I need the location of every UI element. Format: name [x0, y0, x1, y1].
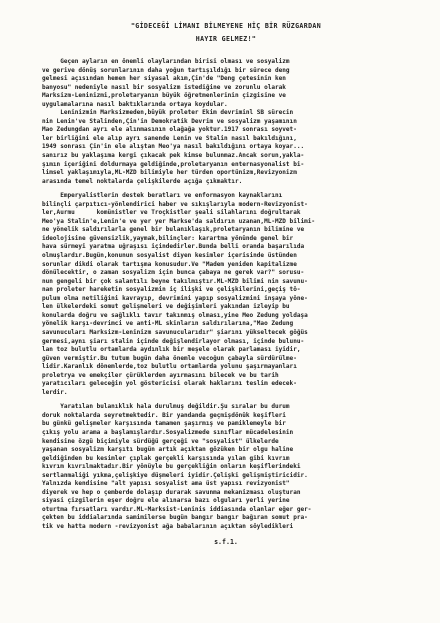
- document-body: [42, 58, 410, 532]
- text-line: yaratıcıları geleceğin yol göstericisi olarak haklarını teslim edecek-: [42, 380, 297, 388]
- text-line: siyasi çizgilerin eşer doğru ele alınarsa bazı olguları yerli yerine: [42, 497, 290, 505]
- text-line: şımın içeriğini doldurmaya geldiğinde,proletaryanın enternasyonalist bi-: [42, 160, 305, 168]
- text-line: bilinçli çarpıtıcı-yönlendirici haber ve sıkışlarıyla modern-Revizyonist-: [42, 200, 308, 208]
- text-line: len ülkelerdeki somut gelişmeleri ve değişimleri yakından izleyip bu: [42, 303, 290, 311]
- text-line: Yaratılan bulanıklık hala durulmuş değildir.Şu sıralar bu durum: [42, 403, 290, 411]
- text-line: ler birliğini ele alıp ayrı sanende Lenin ve Stalin nasıl bakıldığını,: [42, 134, 297, 142]
- text-line: yaşanan sosyalizm karşıtı bugün artık açıktan gözüken bir olgu haline: [42, 446, 294, 454]
- text-line: hava sürmeyi yaratma uğraşısı içindedirler.Bunda belli oranda başarılıda: [42, 243, 305, 251]
- text-line: diyerek ve hep o çemberde dolaşıp durarak savunma mekanizması oluşturan: [42, 488, 301, 496]
- text-line: lerdir.: [42, 388, 68, 396]
- text-line: Yalnızda kendisine "alt yapısı sosyalist ama üst yapısı revizyonist": [42, 480, 290, 488]
- text-line: bu günkü gelişmeler karşısında tamamen şaşırmış ve pamiklemeyle bir: [42, 420, 286, 428]
- text-line: uygulamalarına nasıl baktıklarında ortaya koydular.: [42, 100, 228, 108]
- text-line: pulum olma netiliğini kavrayıp, devrimini yapıp sosyalizmini inşaya yöne-: [42, 294, 308, 302]
- text-line: nan proleter hareketin sosyalizmin iç ilişki ve çelişkilerini,geçiş tö-: [42, 286, 301, 294]
- text-line: çıkış yolu arama a başlamışlardır.Sosyalizmede sınıflar mücadelesinin: [42, 428, 294, 436]
- text-line: limsel yaklaşımıyla,ML-MZD bilimiyle her türden oportünizm,Revizyonizm: [42, 169, 297, 177]
- text-line: germesi,aynı şiarı stalin içinde değişlendirlayor olması, içinde bulunu-: [42, 337, 305, 345]
- text-line: ve gerive dönüş sorunlarının daha yoğun tartışıldığı bir sürece deng: [42, 66, 290, 74]
- text-line: Marksizm-Leninizmi,proletaryanın büyük öğretmenlerinin çizgisine ve: [42, 92, 286, 100]
- page-number: s.f.1.: [214, 537, 238, 546]
- text-line: Mao Zedungdan ayrı ele alınmasının olağağa yoktur.1917 sonrası soyvet-: [42, 126, 297, 134]
- text-line: Geçen ayların en önemli olaylarından birisi olması ve sosyalizm: [42, 58, 290, 65]
- text-line: yönelik karşı-devrimci ve anti-ML skinların saldırılarına,"Mao Zedung: [42, 320, 294, 328]
- text-line: sorunlar dikdi olarak tartışma konusudur.Ve "Madem yeniden kapitalizme: [42, 260, 297, 268]
- text-line: savunucuları Marksizm-Leninizm savunucularıdır" şiarını yükseltecek göğüs: [42, 328, 308, 336]
- text-line: oturtma fırsatları vardır.ML-Marksist-Leninis iddiasında olanlar eğer ger-: [42, 505, 312, 513]
- text-line: nun gengeli bir çok salantılı beyne takılmıştır.ML-MZD bilimi nin savunu-: [42, 277, 308, 285]
- text-line: Meo'ya Stalin'e,Lenin'e ve yer yer Markse'da saldırın uzanan,ML-MZD bilimi-: [42, 217, 316, 225]
- text-line: lan toz bulutlu ortamlarda aydınlık bir meşele olarak parlaması iyidir,: [42, 346, 301, 354]
- text-line: ideolojisine güvensizlik,yaymak,bilinçler: karartma yönünde genel bir: [42, 234, 294, 242]
- text-line: güven vermiştir.Bu tutum bugün daha önemle vecoğun çabayla sürdürülme-: [42, 354, 297, 362]
- text-line: doruk noktalarda seyretmektedir. Bir yandanda geçmişdönük keşifleri: [42, 411, 286, 419]
- text-line: banyosu" nedeniyle nasıl bir sosyalizm istediğine ve zorunlu olarak: [42, 83, 286, 91]
- text-line: tik ve hatta modern -revizyonist ağa babalarının açıktan söyledikleri: [42, 522, 294, 530]
- text-line: Leninizmin Marksizmeden,büyük proleter Ekim devriminl SB sürecin: [42, 109, 294, 117]
- document-title-line-2: HAYIR GELMEZ!": [195, 35, 257, 43]
- text-line: geldiğinden bu kesimler çıplak gerçekli karşısında yılan gibi kıvrım: [42, 454, 290, 462]
- text-line: arasında temel noktalarda çelişkilerde açığa çıkmaktır.: [42, 177, 243, 185]
- text-line: olmuşlardır.Bugün,konunun sosyalist diyen kesimler içerisinde üstünden: [42, 252, 297, 260]
- paragraph: [42, 403, 410, 531]
- text-line: konularda doğru ve sağlıklı tavır takınmış olması,yine Meo Zedung yoldaşa: [42, 311, 308, 319]
- text-line: dönülecektir, o zaman sosyalizm için bunca çabaya ne gerek var?" sorusu-: [42, 269, 305, 277]
- paragraph: [42, 192, 410, 397]
- paragraph: [42, 58, 410, 186]
- text-line: 1949 sonrası Çin'in ele alıştan Meo'ya nasıl bakıldığını ortaya koyar...: [42, 143, 305, 151]
- text-line: ler,Aurmu komünistler ve Troçkistler şeali silahlarını doğrultarak: [42, 209, 301, 217]
- document-title-line-1: "GİDECEĞİ LİMANI BİLMEYENE HİÇ BİR RÜZGARDAN: [130, 22, 322, 30]
- text-line: Emperyalistlerin destek beratları ve enformasyon kaynaklarını: [42, 192, 283, 200]
- text-line: proletrya ve emekçiler çürüklerden ayırmasını bilecek ve bu tarih: [42, 371, 279, 379]
- text-line: lidir.Karanlık dönemlerde,toz bulutlu ortamlarda yolunu şaşırmayanları: [42, 363, 297, 371]
- text-line: sanırız bu yaklaşıma kergi çıkacak pek kimse bulunmaz.Ancak sorun,yakla-: [42, 152, 305, 160]
- text-line: kendisine özgü biçimiyle sürdüğü gerçeği ve "sosyalist" ülkelerde: [42, 437, 279, 445]
- text-line: çekten bu iddialarında samimilerse bugün bangır bangır bağıran somut pra-: [42, 514, 308, 522]
- text-line: kıvrım kıvrılmaktadır.Bir yönüyle bu gerçekliğin onların keşiflerindeki: [42, 463, 301, 471]
- text-line: nin Lenin've Stalinden,Çin'in Demokratik Devrim ve sosyalizm yaşamının: [42, 117, 297, 125]
- text-line: sertlanmaliği yıkma,çelişkiye düşmeleri iyidir.Çelişki gelişmiştiricidir.: [42, 471, 308, 479]
- text-line: gelmesi açısından hemen her siyasal akım,Çin'de "Deng çetesinin ken: [42, 75, 286, 83]
- text-line: ne yönelik saldırılarla genel bir bulanıklaşık,proletaryanın bilimine ve: [42, 226, 305, 234]
